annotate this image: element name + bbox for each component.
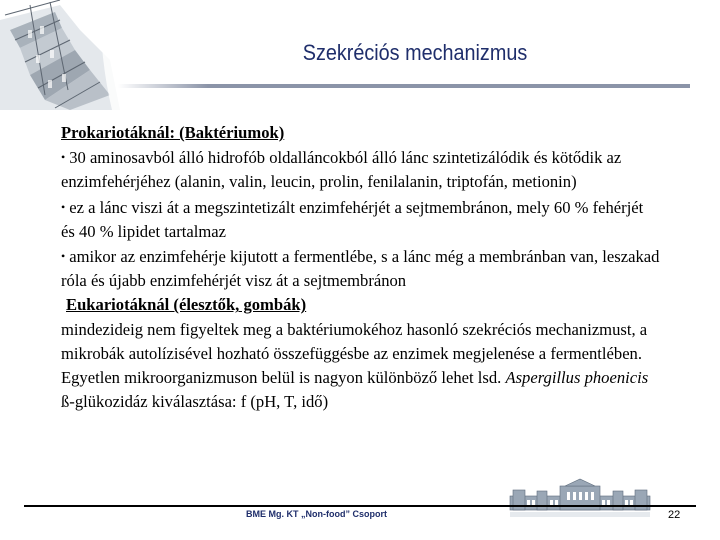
bullet-icon: • <box>61 249 66 264</box>
bullet-text: ez a lánc viszi át a megszintetizált enzimfehérjét a sejtmembránon, mely 60 % fehérjét és 40 % lipidet tartalmaz <box>61 197 644 241</box>
title-divider-fade <box>118 84 208 88</box>
eukaryote-text-end: ß-glükozidáz kiválasztása: f (pH, T, idő) <box>61 392 329 412</box>
bullet-text: amikor az enzimfehérje kijutott a fermentlébe, s a lánc még a membránban van, leszakad róla és újabb enzimfehérjét visz át a sejtmembránon <box>61 247 660 291</box>
slide-body <box>61 121 661 414</box>
bullet-icon: • <box>61 150 66 165</box>
university-building-logo <box>505 478 655 518</box>
bullet-item <box>61 244 661 293</box>
eukaryote-paragraph <box>61 318 661 415</box>
species-name: Aspergillus phoenicis <box>505 368 649 388</box>
bullet-item <box>61 145 661 194</box>
footer-group-name: BME Mg. KT „Non-food” Csoport <box>246 509 387 519</box>
eukaryote-text: mindezideig nem figyeltek meg a baktériumokéhoz hasonló szekréciós mechanizmust, a mikrobák autolízisével hozható összefüggésbe az enzimek megjelenése a fermentlében. Egyetlen mikroorganizmuson belül is nagyon különböző lehet lsd. <box>61 319 648 388</box>
building-sketch-image <box>0 0 120 110</box>
footer-divider <box>24 505 696 507</box>
page-number: 22 <box>668 509 681 521</box>
bullet-item <box>61 195 661 244</box>
slide-title: Szekréciós mechanizmus <box>302 40 528 65</box>
bullet-text: 30 aminosavból álló hidrofób oldalláncokból álló lánc szintetizálódik és kötődik az enzimfehérjéhez (alanin, valin, leucin, prolin, fenilalanin, triptofán, metionin) <box>61 148 622 192</box>
bullet-icon: • <box>61 199 66 214</box>
eukaryote-heading: Eukariotáknál (élesztők, gombák) <box>66 295 307 315</box>
prokaryote-heading: Prokariotáknál: (Baktériumok) <box>61 123 285 142</box>
